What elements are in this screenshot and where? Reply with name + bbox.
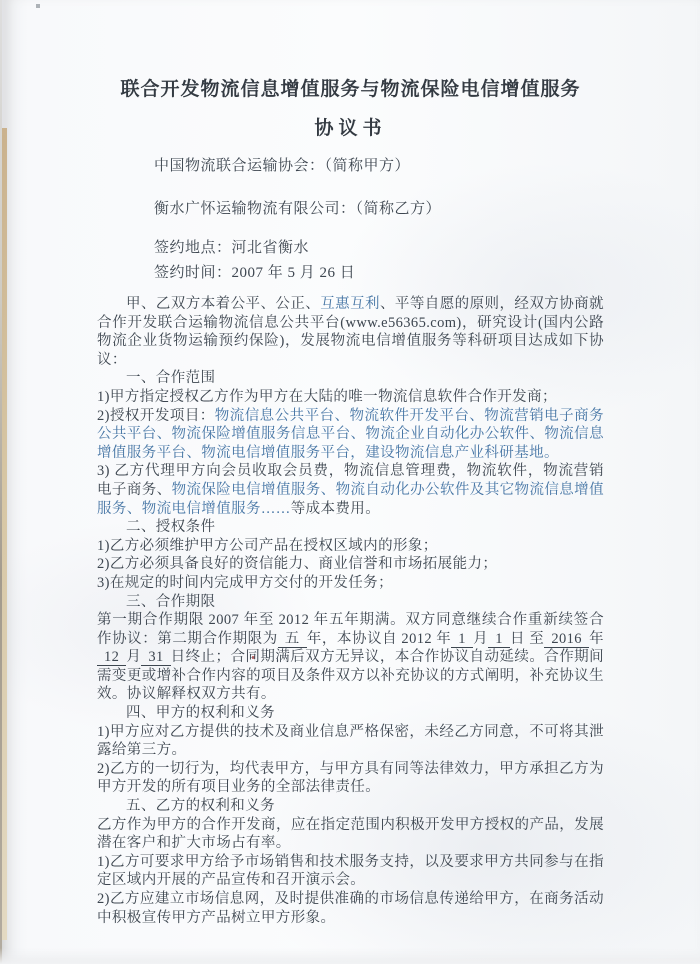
filled-in-blank: 31 <box>141 649 170 666</box>
section-heading <box>97 593 604 612</box>
text-segment: 3) 乙方代理甲方向会员收取会员费，物流信息管理费，物流软件，物流营销电子商务、 <box>97 463 604 498</box>
signing-place: 签约地点：河北省衡水 <box>154 240 310 256</box>
body-paragraph <box>97 388 604 407</box>
body-paragraph <box>97 853 604 890</box>
body-paragraph <box>97 816 604 853</box>
body-paragraph <box>97 760 604 797</box>
text-segment: 2)授权开发项目： <box>97 407 215 424</box>
text-segment: 月 <box>126 649 142 666</box>
text-segment: 甲、乙双方本着公平、公正、 <box>126 296 321 312</box>
signing-date: 签约时间：2007 年 5 月 26 日 <box>154 265 356 281</box>
text-segment: 年，本协议自 2012 年 <box>306 630 452 647</box>
text-segment: 2)乙方的一切行为，均代表甲方，与甲方具有同等法律效力，甲方承担乙方为甲方开发的所有项目业务的全部法律责任。 <box>97 760 604 796</box>
page-subtitle: 协议书 <box>314 118 387 139</box>
text-segment: 五、乙方的权利和义务 <box>126 798 275 815</box>
text-segment: 2)乙方应建立市场信息网，及时提供准确的市场信息传递给甲方，在商务活动中积极宣传甲方产品树立甲方形象。 <box>97 891 604 926</box>
body-paragraph <box>97 555 604 574</box>
section-heading <box>97 369 604 388</box>
section-heading <box>97 518 604 537</box>
party-b-line: 衡水广怀运输物流有限公司：（简称乙方） <box>154 201 442 217</box>
page-title: 联合开发物流信息增值服务与物流保险电信增值服务 <box>120 79 581 100</box>
text-segment: 一、合作范围 <box>126 370 216 387</box>
body-paragraph <box>97 890 604 927</box>
scan-page-edge <box>2 128 7 940</box>
text-segment: 3)在规定的时间内完成甲方交付的开发任务； <box>97 574 393 591</box>
text-segment: 物流保险电信增值服务、物流自动化办公软件及其它物流信息增值服务、物流电信增值服务…… <box>97 481 604 517</box>
filled-in-blank: 1 <box>488 631 510 648</box>
document-content <box>97 74 604 927</box>
scan-bottom-edge <box>0 948 700 964</box>
text-segment: 年 <box>588 630 605 647</box>
scan-speck <box>36 4 40 8</box>
text-segment: 、平等自愿的原则，经双方协商就合作开发联合运输物流信息公共平台(www.e56365.com)，研究设计(国内公路物流企业货物运输预约保险)，发展物流电信增值服务等科研项目达成如下协议： <box>97 296 605 368</box>
party-a-line: 中国物流联合运输协会：（简称甲方） <box>154 158 411 174</box>
body-paragraph <box>97 462 604 518</box>
document-body <box>97 295 604 927</box>
body-paragraph <box>97 723 604 760</box>
text-segment: 互惠互利 <box>320 296 380 312</box>
text-segment: 四、甲方的权利和义务 <box>126 705 275 722</box>
signing-block <box>154 236 604 282</box>
body-paragraph <box>97 295 604 369</box>
text-segment: 1)甲方应对乙方提供的技术及商业信息严格保密，未经乙方同意，不可将其泄露给第三方。 <box>97 723 604 759</box>
text-segment: 月 <box>472 630 489 647</box>
section-heading <box>97 704 604 723</box>
text-segment: 1)乙方可要求甲方给予市场销售和技术服务支持，以及要求甲方共同参与在指定区域内开展的产品宣传和召开演示会。 <box>97 853 604 889</box>
text-segment: 等成本费用。 <box>290 500 381 517</box>
filled-in-blank: 12 <box>97 649 126 666</box>
body-paragraph <box>97 574 604 593</box>
text-segment: 二、授权条件 <box>126 519 216 536</box>
text-segment: 乙方作为甲方的合作开发商，应在指定范围内积极开发甲方授权的产品，发展潜在客户和扩大市场占有率。 <box>97 816 604 852</box>
text-segment: 日终止；合同期满后双方无异议，本合作协议自动延续。合作期间需变更或增补合作内容的项目及条件双方以补充协议的方式阐明，补充协议生效。协议解释权双方共有。 <box>97 649 604 703</box>
text-segment: 1)甲方指定授权乙方作为甲方在大陆的唯一物流信息软件合作开发商； <box>97 388 557 405</box>
filled-in-blank: 2016 <box>544 631 589 648</box>
body-paragraph <box>97 407 604 463</box>
body-paragraph <box>97 537 604 556</box>
text-segment: 三、合作期限 <box>126 593 216 610</box>
parties-block <box>154 154 604 218</box>
text-segment: 2)乙方必须具备良好的资信能力、商业信誉和市场拓展能力； <box>97 556 498 573</box>
text-segment: 1)乙方必须维护甲方公司产品在授权区域内的形象； <box>97 537 438 554</box>
scan-edge-line <box>0 0 2 964</box>
text-segment: 第一期合作期限 2007 年至 2012 年五年期满。双方同意继续合作重新续签合作协议：第二期合作期限为 <box>97 612 604 647</box>
section-heading <box>97 797 604 816</box>
body-paragraph <box>97 611 604 704</box>
text-segment: 物流信息公共平台、物流软件开发平台、物流营销电子商务公共平台、物流保险增值服务信息平台、物流企业自动化办公软件、物流信息增值服务平台、物流电信增值服务平台，建设物流信息产业科研基地。 <box>97 407 604 461</box>
text-segment: 日 至 <box>509 630 545 647</box>
filled-in-blank: 五 <box>278 631 307 648</box>
filled-in-blank: 1 <box>451 631 473 648</box>
